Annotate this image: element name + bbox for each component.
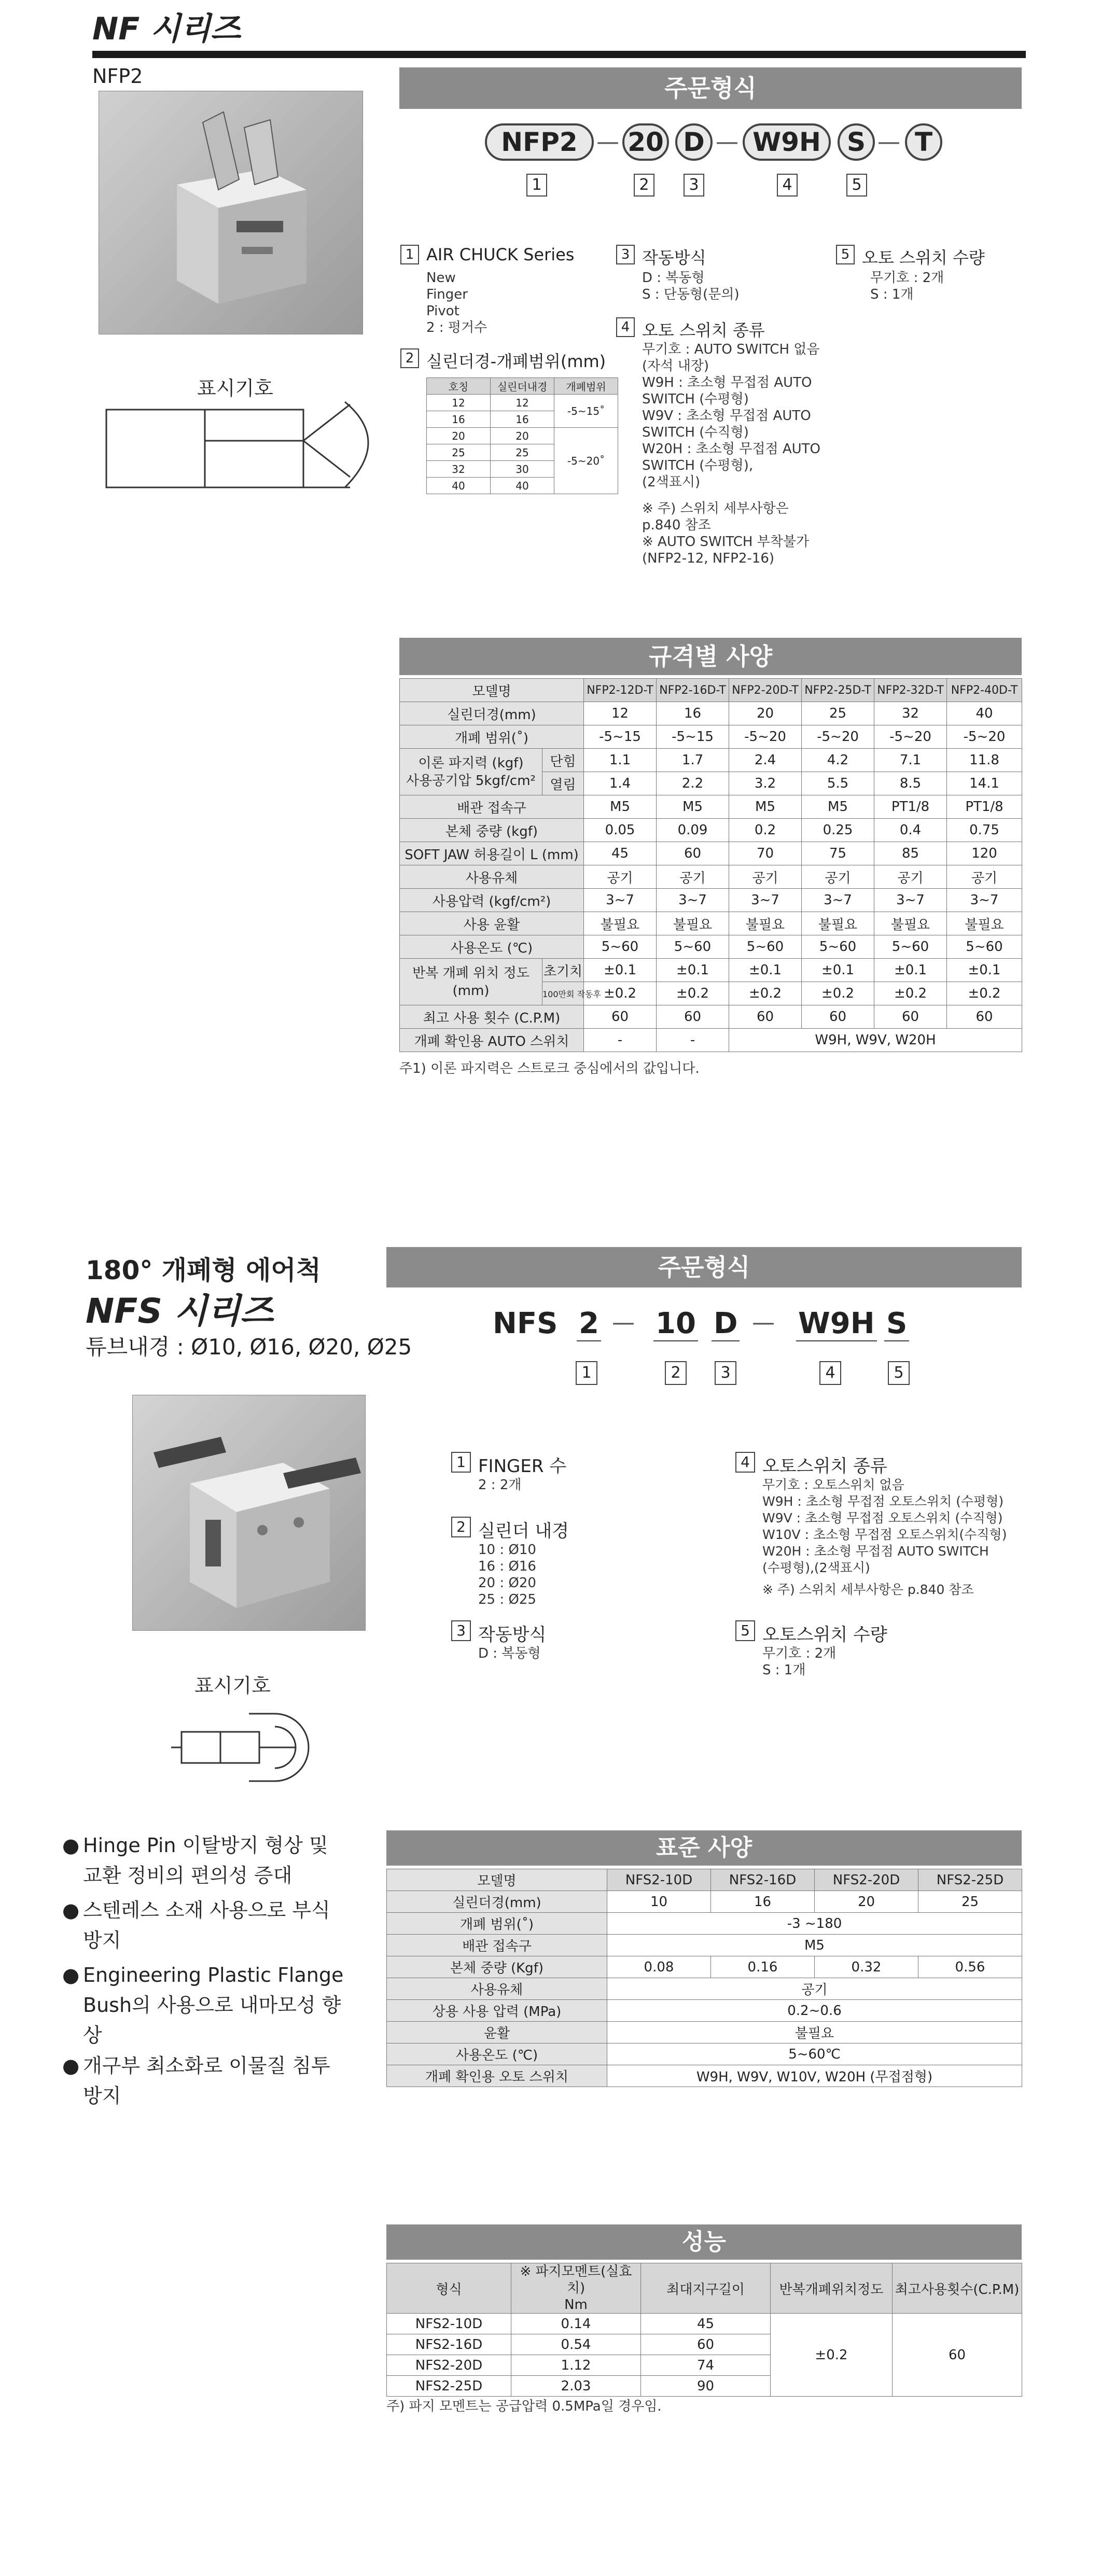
nf-title: NF 시리즈 [92, 11, 241, 47]
nfs-item4-note: ※ 주) 스위치 세부사항은 p.840 참조 [762, 1582, 974, 1597]
nfs-num-2: 2 [665, 1361, 687, 1385]
nfs-item4-title: 오토스위치 종류 [762, 1456, 887, 1477]
nf-symbol-diagram [101, 399, 392, 503]
nf-item1-title: AIR CHUCK Series [426, 245, 575, 264]
nfs-item3-body: D : 복동형 [478, 1646, 541, 1661]
nfs-code-qty: S [884, 1307, 909, 1341]
nfs-num-1: 1 [576, 1361, 597, 1385]
nfs-item3-num: 3 [451, 1620, 471, 1641]
nfs-item1-body: 2 : 2개 [478, 1477, 522, 1493]
nfp2-product-image [99, 91, 363, 334]
nf-num-4: 4 [777, 174, 798, 197]
nfs-tube-size: 튜브내경 : Ø10, Ø16, Ø20, Ø25 [86, 1334, 412, 1360]
nf-num-3: 3 [684, 174, 704, 197]
nfs-code-dash2: — [752, 1309, 775, 1336]
nfs-title: NFS 시리즈 [86, 1291, 274, 1331]
nf-model-label: NFP2 [92, 65, 143, 88]
nf-code-series: NFP2 [485, 123, 594, 161]
nf-item4-note: ※ 주) 스위치 세부사항은 p.840 참조 ※ AUTO SWITCH 부착불가 (NFP2-12, NFP2-16) [642, 501, 810, 566]
nf-code-action: D [675, 123, 713, 161]
nfs-symbol-diagram [171, 1703, 327, 1791]
nfs-item1-title: FINGER 수 [478, 1456, 567, 1477]
nfs-code-switch: W9H [796, 1307, 877, 1341]
nfs-feature-1: ● Hinge Pin 이탈방지 형상 및 교환 정비의 편의성 증대 [62, 1834, 328, 1887]
nfs-num-3: 3 [715, 1361, 736, 1385]
nfs-item5-title: 오토스위치 수량 [762, 1625, 887, 1645]
nf-code-dash2: — [716, 129, 738, 155]
nfs-subtitle: 180° 개폐형 에어척 [86, 1255, 321, 1285]
nfs-std-table: 모델명 NFS2-10D NFS2-16D NFS2-20D NFS2-25D 실린더경(mm) 10 16 20 25 개폐 범위(˚) -3 ~180 배관 접속구 M5 본체 중량 (Kgf) 0.08 0.16 0.32 0.56 사용유체 공기 상용 사용 압력 (MPa) 0.2~0.6 윤활 불필요 사용온도 (℃) 5~60℃ 개폐 확인용 오토 스위치 W9H, W9V, W10V, W20H (무접점형) [386, 1869, 1022, 2087]
nfs-feature-3: ● Engineering Plastic Flange Bush의 사용으로 내마모성 향상 [62, 1964, 344, 2047]
nfs-item1-num: 1 [451, 1452, 471, 1473]
nf-code-dash3: — [877, 129, 900, 155]
nfs-item2-body: 10 : Ø10 16 : Ø16 20 : Ø20 25 : Ø25 [478, 1542, 536, 1607]
nf-item2-num: 2 [400, 348, 419, 368]
nf-title-rule [92, 51, 1026, 58]
nfs-order-bar: 주문형식 [386, 1247, 1022, 1287]
nf-spec-table: 모델명 NFP2-12D-T NFP2-16D-T NFP2-20D-T NFP2-25D-T NFP2-32D-T NFP2-40D-T 실린더경(mm) 12 16 20 25 32 40 개폐 범위(˚) -5~15 -5~15 -5~20 -5~20 -5~20 -5~20 이론 파지력 (kgf) 사용공기압 5kgf/cm² 단힘 1.1 1.7 2.4 4.2 7.1 11.8 열림 1.4 2.2 3.2 5.5 8.5 14.1 배관 접속구 M5 M5 M5 M5 PT1/8 PT1/8 본체 중량 (kgf) 0.05 0.09 0.2 0.25 0.4 0.75 SOFT JAW 허용길이 L (mm) 45 60 70 75 85 120 사용유체 공기 공기 공기 공기 공기 공기 사용압력 (kgf/cm²) 3~7 3~7 3~7 3~7 3~7 3~7 사용 윤활 불필요 불필요 불필요 불필요 불필요 불필요 사용온도 (℃) 5~60 5~60 5~60 5~60 5~60 5~60 반복 개폐 위치 정도 (mm) 초기치 ±0.1 ±0.1 ±0.1 ±0.1 ±0.1 ±0.1 100만회 작동후 ±0.2 ±0.2 ±0.2 ±0.2 ±0.2 ±0.2 최고 사용 횟수 (C.P.M) 60 60 60 60 60 60 개폐 확인용 AUTO 스위치 - - W9H, W9V, W20H [399, 678, 1022, 1052]
nf-order-bar: 주문형식 [399, 67, 1022, 109]
nf-code-bore: 20 [622, 123, 669, 161]
nf-item1-body: New Finger Pivot 2 : 평거수 [426, 270, 487, 335]
nf-code-qty: S [838, 123, 875, 161]
nf-item4-body: 무기호 : AUTO SWITCH 없음 (자석 내장) W9H : 초소형 무접점 AUTO SWITCH (수평형) W9V : 초소형 무접점 AUTO SWITCH (수직형) W20H : 초소형 무접점 AUTO SWITCH (수평형), (2색표시) [642, 342, 821, 490]
nf-code-option: T [905, 123, 942, 161]
nf-num-1: 1 [526, 174, 547, 197]
nfs-feature-4: ● 개구부 최소화로 이물질 침투 방지 [62, 2054, 330, 2107]
nf-spec-footnote: 주1) 이론 파지력은 스트로크 중심에서의 값입니다. [399, 1061, 700, 1076]
nf-item4-title: 오토 스위치 종류 [642, 320, 765, 340]
nfs-symbol-label: 표시기호 [194, 1674, 271, 1697]
nf-item3-body: D : 복동형 S : 단동형(문의) [642, 270, 740, 302]
nf-code-dash1: — [596, 129, 619, 155]
nf-item1-num: 1 [400, 245, 419, 264]
nf-num-2: 2 [634, 174, 654, 197]
nf-bore-range-table: 호칭 실린더내경 개폐범위 12 12 -5~15˚ 16 16 20 20 -5~20˚ 25 25 32 30 40 40 [426, 377, 618, 494]
nf-code-switch: W9H [743, 123, 831, 161]
nfs-num-5: 5 [888, 1361, 910, 1385]
nfs-perf-bar: 성능 [386, 2224, 1022, 2260]
nfs-perf-table: 형식 ※ 파지모멘트(실효치) Nm 최대지구길이 반복개폐위치정도 최고사용횟수(C.P.M) NFS2-10D 0.14 45 ±0.2 60 NFS2-16D 0.54 60 NFS2-20D 1.12 74 NFS2-25D 2.03 90 [386, 2263, 1022, 2397]
nfs-feature-2: ● 스텐레스 소재 사용으로 부식 방지 [62, 1899, 330, 1952]
nfs-code-bore: 10 [653, 1307, 698, 1341]
nfs-item4-body: 무기호 : 오토스위치 없음 W9H : 초소형 무접점 오토스위치 (수평형) W9V : 초소형 무접점 오토스위치 (수직형) W10V : 초소형 무접점 오토스위치(수직형) W20H : 초소형 무접점 AUTO SWITCH (수평형),(2색표시) [762, 1477, 1007, 1575]
nfs-product-image [132, 1395, 366, 1631]
nfs-item5-body: 무기호 : 2개 S : 1개 [762, 1646, 837, 1678]
nf-item3-num: 3 [616, 245, 635, 264]
nfs-item5-num: 5 [735, 1620, 755, 1641]
nf-item2-title: 실린더경-개폐범위(mm) [426, 352, 606, 371]
nfs-code-series: NFS [493, 1307, 558, 1340]
nfs-item4-num: 4 [735, 1452, 755, 1473]
nfs-item3-title: 작동방식 [478, 1625, 547, 1645]
nfs-item2-title: 실린더 내경 [478, 1521, 569, 1542]
nfs-perf-footnote: 주) 파지 모멘트는 공급압력 0.5MPa일 경우임. [386, 2399, 662, 2414]
nf-item5-title: 오토 스위치 수량 [862, 248, 985, 268]
nf-spec-bar: 규격별 사양 [399, 638, 1022, 675]
nfs-code-action: D [712, 1307, 740, 1341]
nfs-num-4: 4 [819, 1361, 841, 1385]
nf-item5-num: 5 [836, 245, 855, 264]
nfs-code-dash1: — [612, 1309, 635, 1336]
nf-item3-title: 작동방식 [642, 248, 706, 268]
nfs-code-fingers: 2 [577, 1307, 601, 1341]
nf-item4-num: 4 [616, 317, 635, 337]
nf-item5-body: 무기호 : 2개 S : 1개 [870, 270, 944, 302]
nfs-item2-num: 2 [451, 1517, 471, 1537]
nf-symbol-label: 표시기호 [197, 377, 273, 400]
nfs-std-bar: 표준 사양 [386, 1830, 1022, 1866]
nf-num-5: 5 [846, 174, 867, 197]
